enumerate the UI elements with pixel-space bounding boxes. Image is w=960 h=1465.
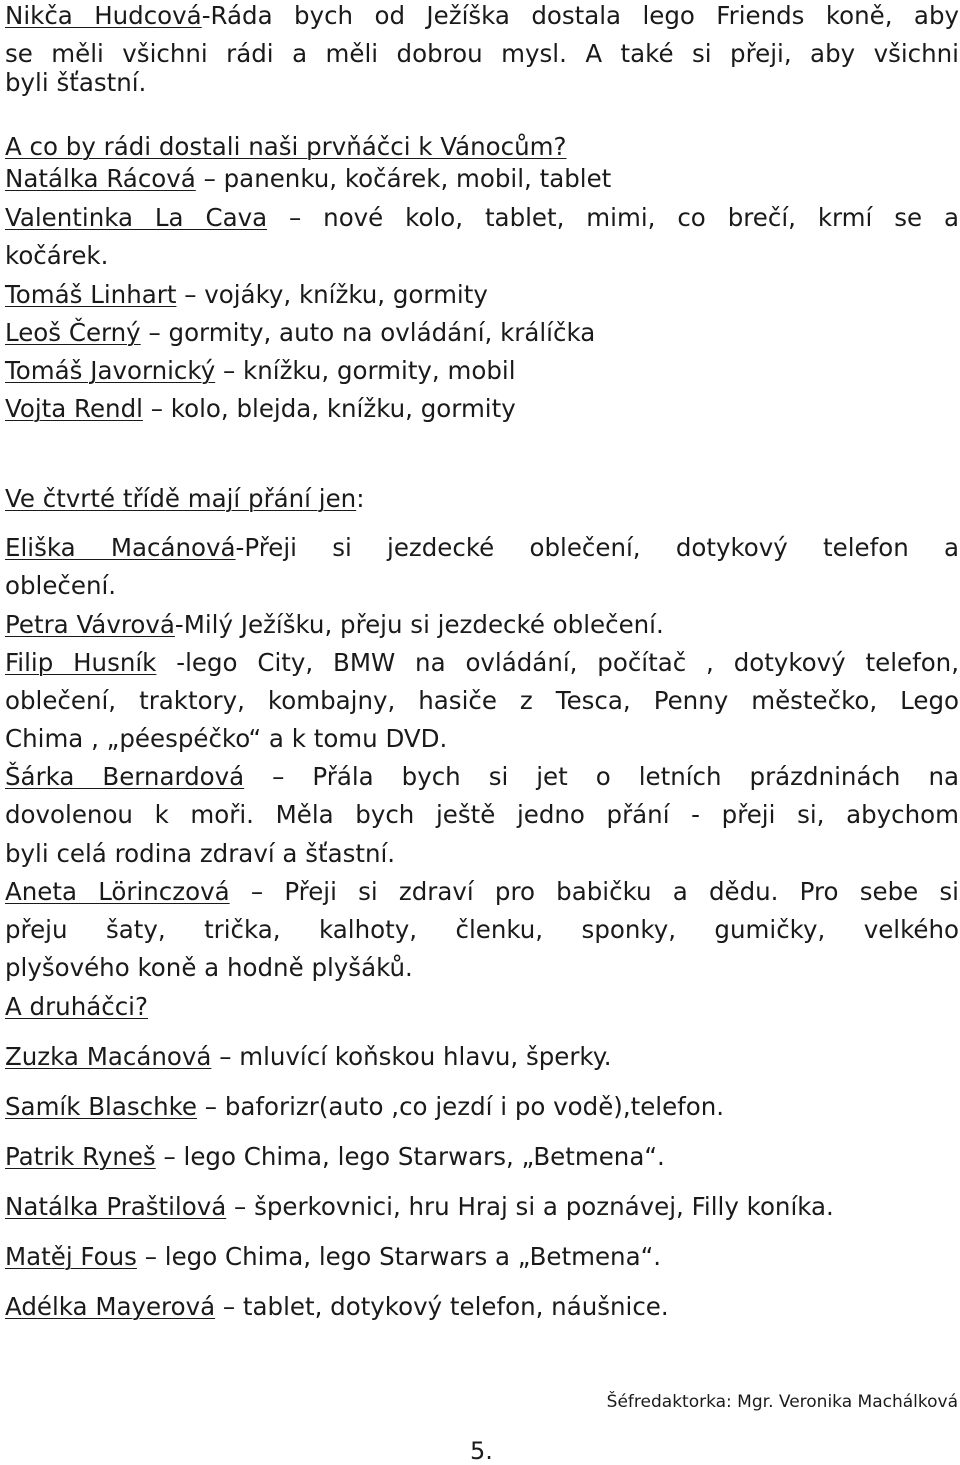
wish-text: – kolo, blejda, knížku, gormity	[142, 394, 516, 423]
child-name: Valentinka La Cava	[5, 203, 268, 232]
wish-entry	[5, 877, 959, 906]
wish-entry	[5, 356, 516, 385]
page-number: 5.	[470, 1437, 493, 1465]
wish-continuation: byli celá rodina zdraví a šťastní.	[5, 839, 396, 868]
wish-entry	[5, 533, 959, 562]
wish-text: – mluvící koňskou hlavu, šperky.	[211, 1042, 612, 1071]
wish-continuation: oblečení.	[5, 571, 117, 600]
child-name: Zuzka Macánová	[5, 1042, 212, 1071]
child-name: Nikča Hudcová	[5, 1, 202, 30]
wish-entry	[5, 164, 612, 193]
intro-line-1	[5, 1, 959, 30]
child-name: Natálka Praštilová	[5, 1192, 227, 1221]
wish-text: -lego City, BMW na ovládání, počítač , dotykový telefon,	[156, 648, 959, 677]
wish-text: – knížku, gormity, mobil	[215, 356, 516, 385]
heading-colon: :	[356, 484, 365, 513]
wish-text: – vojáky, knížku, gormity	[176, 280, 488, 309]
wish-text: – lego Chima, lego Starwars, „Betmena“.	[155, 1142, 665, 1171]
child-name: Matěj Fous	[5, 1242, 137, 1271]
wish-continuation: plyšového koně a hodně plyšáků.	[5, 953, 413, 982]
wish-continuation: kočárek.	[5, 241, 109, 270]
child-name: Aneta Lörinczová	[5, 877, 230, 906]
child-name: Vojta Rendl	[5, 394, 143, 423]
intro-line-3: byli šťastní.	[5, 68, 147, 97]
wish-entry	[5, 1092, 725, 1121]
child-name: Patrik Ryneš	[5, 1142, 156, 1171]
wish-entry	[5, 762, 959, 791]
wish-text: – lego Chima, lego Starwars a „Betmena“.	[136, 1242, 662, 1271]
wish-text: – nové kolo, tablet, mimi, co brečí, krmí se a	[267, 203, 959, 232]
wish-text: – Přála bych si jet o letních prázdninách na	[244, 762, 959, 791]
wish-continuation: oblečení, traktory, kombajny, hasiče z Tesca, Penny městečko, Lego	[5, 686, 959, 715]
wish-text: -Ráda bych od Ježíška dostala lego Friends koně, aby	[201, 1, 959, 30]
wish-entry	[5, 1242, 662, 1271]
wish-entry	[5, 610, 664, 639]
wish-text: – tablet, dotykový telefon, náušnice.	[215, 1292, 669, 1321]
wish-entry	[5, 1192, 834, 1221]
second-graders-heading: A druháčci?	[5, 992, 148, 1021]
child-name: Šárka Bernardová	[5, 762, 245, 791]
wish-text: -Přeji si jezdecké oblečení, dotykový telefon a	[235, 533, 959, 562]
fourth-grade-heading	[5, 484, 365, 513]
child-name: Eliška Macánová	[5, 533, 236, 562]
wish-text: – Přeji si zdraví pro babičku a dědu. Pro sebe si	[229, 877, 959, 906]
wish-text: -Milý Ježíšku, přeju si jezdecké oblečení.	[174, 610, 664, 639]
editor-signature: Šéfredaktorka: Mgr. Veronika Machálková	[606, 1392, 958, 1412]
intro-line-2: se měli všichni rádi a měli dobrou mysl. A také si přeji, aby všichni	[5, 39, 959, 68]
wish-entry	[5, 318, 596, 347]
wish-entry	[5, 1142, 665, 1171]
wish-text: – baforizr(auto ,co jezdí i po vodě),telefon.	[197, 1092, 725, 1121]
wish-entry	[5, 394, 516, 423]
child-name: Natálka Rácová	[5, 164, 196, 193]
heading-text: Ve čtvrté třídě mají přání jen	[5, 484, 357, 513]
wish-entry	[5, 648, 959, 677]
child-name: Leoš Černý	[5, 318, 141, 347]
first-graders-heading: A co by rádi dostali naši prvňáčci k Vánocům?	[5, 132, 567, 161]
child-name: Samík Blaschke	[5, 1092, 197, 1121]
wish-continuation: Chima , „péespéčko“ a k tomu DVD.	[5, 724, 448, 753]
wish-entry	[5, 280, 488, 309]
wish-entry	[5, 1292, 669, 1321]
wish-entry	[5, 203, 959, 232]
child-name: Tomáš Linhart	[5, 280, 177, 309]
wish-continuation: přeju šaty, trička, kalhoty, členku, sponky, gumičky, velkého	[5, 915, 959, 944]
wish-text: – panenku, kočárek, mobil, tablet	[195, 164, 612, 193]
child-name: Filip Husník	[5, 648, 157, 677]
wish-text: – šperkovnici, hru Hraj si a poznávej, Filly koníka.	[226, 1192, 834, 1221]
child-name: Adélka Mayerová	[5, 1292, 216, 1321]
child-name: Tomáš Javornický	[5, 356, 216, 385]
wish-continuation: dovolenou k moři. Měla bych ještě jedno přání - přeji si, abychom	[5, 800, 959, 829]
child-name: Petra Vávrová	[5, 610, 175, 639]
wish-text: – gormity, auto na ovládání, králíčka	[140, 318, 596, 347]
wish-entry	[5, 1042, 612, 1071]
